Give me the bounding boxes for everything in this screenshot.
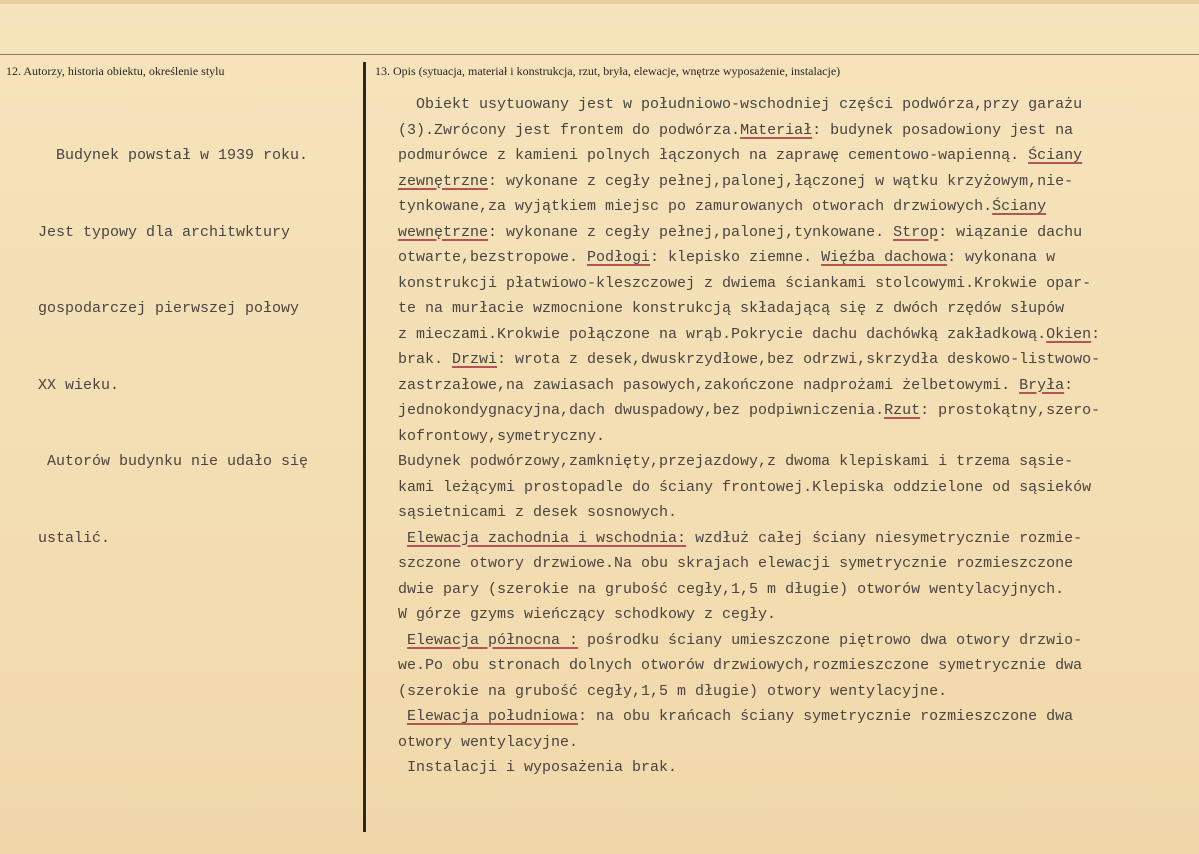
text-segment: : budynek posadowiony jest na bbox=[812, 121, 1074, 139]
text-line bbox=[398, 373, 1100, 399]
text-line bbox=[398, 730, 1100, 756]
text-line bbox=[398, 271, 1100, 297]
text-segment: Obiekt usytuowany jest w południowo-wschodniej części podwórza,przy garażu bbox=[398, 96, 1083, 113]
text-segment: jednokondygnacyjna,dach dwuspadowy,bez podpiwniczenia. bbox=[398, 402, 885, 419]
text-line bbox=[398, 143, 1100, 169]
text-line bbox=[398, 551, 1100, 577]
text-segment: Budynek podwórzowy,zamknięty,przejazdowy,z dwoma klepiskami i trzema sąsie- bbox=[398, 453, 1074, 470]
text-line: Jest typowy dla architwktury bbox=[38, 223, 291, 241]
text-segment: : klepisko ziemne. bbox=[650, 249, 822, 266]
text-segment: : bbox=[1064, 376, 1074, 394]
text-segment: kami leżącymi prostopadle do ściany frontowej.Klepiska oddzielone od sąsieków bbox=[398, 478, 1092, 496]
text-line bbox=[398, 628, 1100, 654]
text-segment: : wykonane z cegły pełnej,palonej,tynkowane. bbox=[488, 223, 894, 241]
text-segment: : wykonana w bbox=[947, 249, 1056, 266]
text-segment: (szerokie na grubość cegły,1,5 m długie) otwory wentylacyjne. bbox=[398, 682, 948, 700]
text-segment: pośrodku ściany umieszczone piętrowo dwa otwory drzwio- bbox=[578, 631, 1083, 649]
text-line: ustalić. bbox=[38, 529, 111, 547]
text-segment bbox=[398, 632, 407, 649]
underlined-term: zewnętrzne bbox=[398, 172, 489, 190]
text-line bbox=[398, 577, 1100, 603]
text-segment: : bbox=[1091, 325, 1101, 343]
text-line bbox=[398, 653, 1100, 679]
text-segment: we.Po obu stronach dolnych otworów drzwiowych,rozmieszczone symetrycznie dwa bbox=[398, 657, 1083, 674]
underlined-term: Bryła bbox=[1019, 376, 1065, 394]
text-segment: dwie pary (szerokie na grubość cegły,1,5 m długie) otworów wentylacyjnych. bbox=[398, 580, 1065, 598]
text-line: Budynek powstał w 1939 roku. bbox=[38, 147, 309, 164]
underlined-term: Strop bbox=[893, 223, 939, 241]
underlined-term: Ściany bbox=[992, 198, 1047, 215]
text-line bbox=[398, 424, 1100, 450]
text-line: Autorów budynku nie udało się bbox=[38, 453, 309, 470]
text-segment: zastrzałowe,na zawiasach pasowych,zakończone nadprożami żelbetowymi. bbox=[398, 376, 1020, 394]
text-line bbox=[398, 449, 1100, 475]
text-segment: otwory wentylacyjne. bbox=[398, 733, 579, 751]
text-line bbox=[398, 220, 1100, 246]
text-line bbox=[398, 245, 1100, 271]
section-12-text bbox=[38, 92, 308, 602]
paper-top-edge bbox=[0, 0, 1199, 4]
text-segment: W górze gzyms wieńczący schodkowy z cegły. bbox=[398, 606, 777, 623]
text-segment: : wykonane z cegły pełnej,palonej,łączonej w wątku krzyżowym,nie- bbox=[488, 172, 1074, 190]
text-line bbox=[398, 296, 1100, 322]
text-segment: szczone otwory drzwiowe.Na obu skrajach elewacji symetrycznie rozmieszczone bbox=[398, 555, 1074, 572]
text-line bbox=[398, 526, 1100, 552]
underlined-term: wewnętrzne bbox=[398, 223, 489, 241]
top-rule bbox=[0, 54, 1199, 55]
text-segment: (3).Zwrócony jest frontem do podwórza. bbox=[398, 121, 741, 139]
text-segment: Instalacji i wyposażenia brak. bbox=[398, 759, 678, 776]
underlined-term: Materiał bbox=[740, 121, 813, 139]
text-segment: : wiązanie dachu bbox=[938, 223, 1083, 241]
text-segment: otwarte,bezstropowe. bbox=[398, 249, 588, 266]
column-divider bbox=[363, 62, 366, 832]
underlined-term: Drzwi bbox=[452, 351, 498, 368]
underlined-term: Więźba dachowa bbox=[821, 249, 948, 266]
text-line bbox=[398, 755, 1100, 781]
text-segment: kofrontowy,symetryczny. bbox=[398, 427, 606, 445]
underlined-term: Elewacja zachodnia i wschodnia: bbox=[407, 529, 687, 547]
text-line bbox=[398, 92, 1100, 118]
text-segment: te na murłacie wzmocnione konstrukcją składającą się z dwóch rzędów słupów bbox=[398, 300, 1065, 317]
underlined-term: Okien bbox=[1046, 325, 1092, 343]
underlined-term: Rzut bbox=[884, 402, 921, 419]
text-line bbox=[398, 398, 1100, 424]
text-segment: tynkowane,za wyjątkiem miejsc po zamurowanych otworach drzwiowych. bbox=[398, 198, 993, 215]
text-line bbox=[398, 347, 1100, 373]
text-line bbox=[398, 602, 1100, 628]
text-segment: : prostokątny,szero- bbox=[920, 402, 1101, 419]
text-segment: brak. bbox=[398, 351, 453, 368]
section-13-heading: 13. Opis (sytuacja, materiał i konstrukcja, rzut, bryła, elewacje, wnętrze wyposażenie, instalacje) bbox=[375, 64, 841, 78]
text-segment: : wrota z desek,dwuskrzydłowe,bez odrzwi,skrzydła deskowo-listwowo- bbox=[497, 351, 1101, 368]
text-segment: sąsietnicami z desek sosnowych. bbox=[398, 504, 678, 521]
underlined-term: Elewacja północna : bbox=[407, 631, 579, 649]
text-segment: podmurówce z kamieni polnych łączonych na zaprawę cementowo-wapienną. bbox=[398, 147, 1029, 164]
text-line bbox=[398, 475, 1100, 501]
text-line bbox=[398, 500, 1100, 526]
text-segment: z mieczami.Krokwie połączone na wrąb.Pokrycie dachu dachówką zakładkową. bbox=[398, 325, 1047, 343]
text-line: XX wieku. bbox=[38, 376, 120, 394]
text-line bbox=[398, 118, 1100, 144]
underlined-term: Elewacja południowa bbox=[407, 708, 579, 725]
text-line bbox=[398, 679, 1100, 705]
underlined-term: Podłogi bbox=[587, 249, 651, 266]
text-line: gospodarczej pierwszej połowy bbox=[38, 300, 300, 317]
text-segment: : na obu krańcach ściany symetrycznie rozmieszczone dwa bbox=[578, 708, 1074, 725]
text-line bbox=[398, 322, 1100, 348]
section-13-text bbox=[398, 92, 1100, 781]
underlined-term: Ściany bbox=[1028, 147, 1083, 164]
text-line bbox=[398, 169, 1100, 195]
text-line bbox=[398, 704, 1100, 730]
text-line bbox=[398, 194, 1100, 220]
text-segment bbox=[398, 708, 407, 725]
section-12-heading: 12. Autorzy, historia obiektu, określenie stylu bbox=[6, 64, 225, 78]
text-segment: wzdłuż całej ściany niesymetrycznie rozmie- bbox=[686, 529, 1083, 547]
text-segment: konstrukcji płatwiowo-kleszczowej z dwiema ściankami stolcowymi.Krokwie opar- bbox=[398, 274, 1092, 292]
text-segment bbox=[398, 530, 407, 547]
